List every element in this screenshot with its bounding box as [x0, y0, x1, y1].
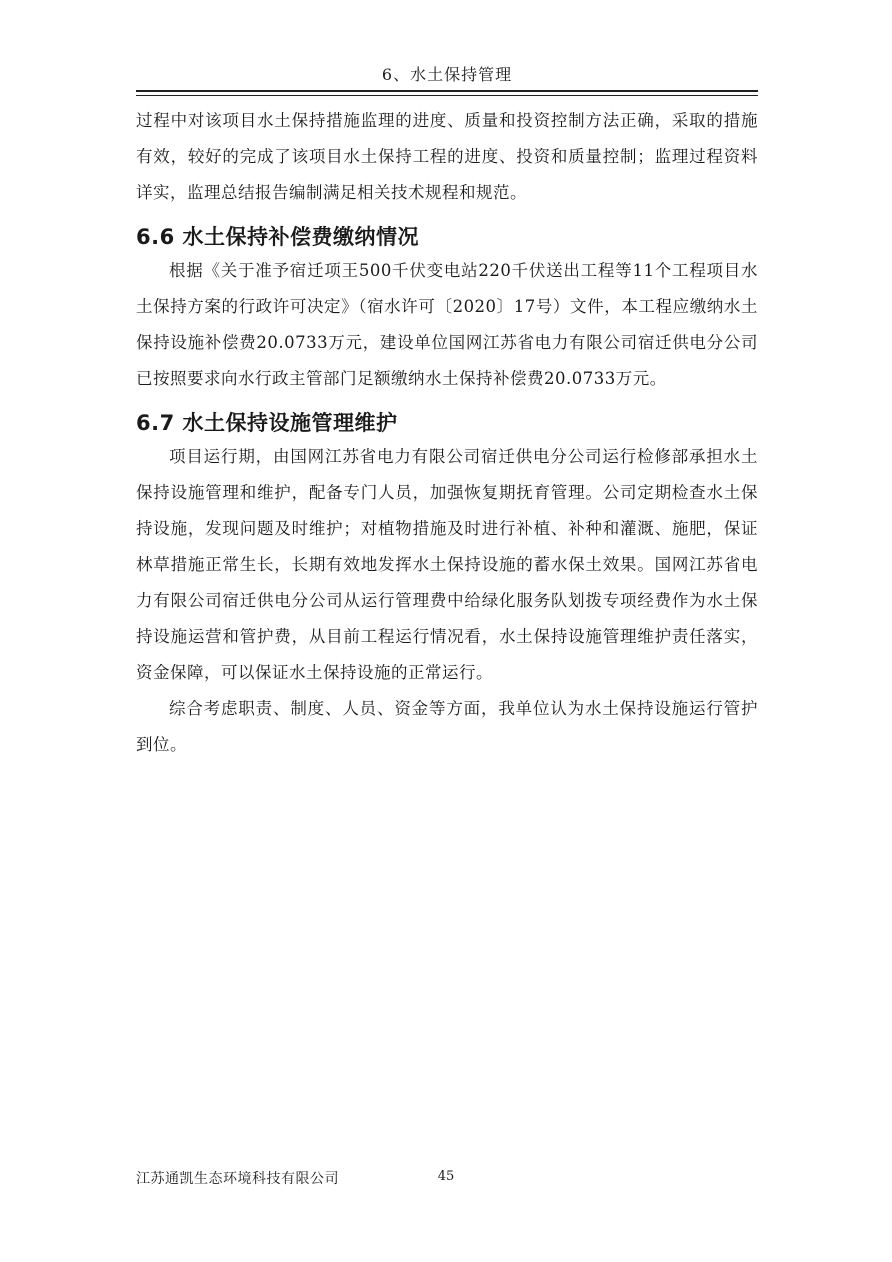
running-header-title: 6、水土保持管理 — [381, 65, 513, 84]
section-6-6-heading: 6.6 水土保持补偿费缴纳情况 — [136, 225, 420, 249]
page-content — [136, 103, 758, 763]
header-rule-thick — [136, 90, 758, 92]
section-6-7-heading: 6.7 水土保持设施管理维护 — [136, 411, 398, 435]
header-rule-thin — [136, 95, 758, 96]
footer-company-name: 江苏通凯生态环境科技有限公司 — [136, 1171, 339, 1187]
section-6-6-paragraph: 根据《关于准予宿迁项王500千伏变电站220千伏送出工程等11个工程项目水土保持方案的行政许可决定》（宿水许可〔2020〕17号）文件，本工程应缴纳水土保持设施补偿费20.0733万元，建设单位国网江苏省电力有限公司宿迁供电分公司已按照要求向水行政主管部门足额缴纳水土保持补偿费20.0733万元。 — [136, 261, 758, 388]
section-6-7-paragraph-1: 项目运行期，由国网江苏省电力有限公司宿迁供电分公司运行检修部承担水土保持设施管理和维护，配备专门人员，加强恢复期抚育管理。公司定期检查水土保持设施，发现问题及时维护；对植物措施及时进行补植、补种和灌溉、施肥，保证林草措施正常生长，长期有效地发挥水土保持设施的蓄水保土效果。国网江苏省电力有限公司宿迁供电分公司从运行管理费中给绿化服务队划拨专项经费作为水土保持设施运营和管护费，从目前工程运行情况看，水土保持设施管理维护责任落实，资金保障，可以保证水土保持设施的正常运行。 — [136, 447, 758, 682]
section-6-7-paragraph-2: 综合考虑职责、制度、人员、资金等方面，我单位认为水土保持设施运行管护到位。 — [136, 699, 758, 754]
intro-paragraph: 过程中对该项目水土保持措施监理的进度、质量和投资控制方法正确，采取的措施有效，较好的完成了该项目水土保持工程的进度、投资和质量控制；监理过程资料详实，监理总结报告编制满足相关技术规程和规范。 — [136, 111, 758, 202]
footer-page-number: 45 — [437, 1169, 455, 1184]
